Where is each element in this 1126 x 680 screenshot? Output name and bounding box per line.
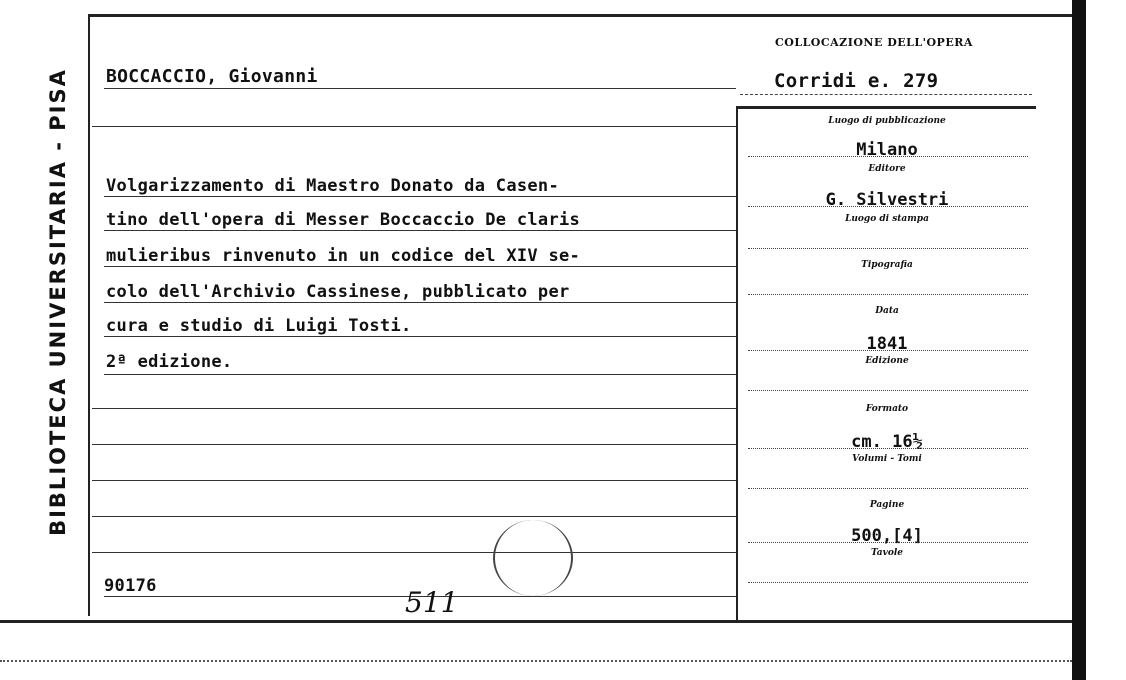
rule bbox=[748, 248, 1028, 249]
rule bbox=[92, 516, 736, 517]
rule bbox=[748, 488, 1028, 489]
label-volumi: Volumi - Tomi bbox=[852, 454, 922, 464]
rule bbox=[748, 294, 1028, 295]
author: BOCCACCIO, Giovanni bbox=[106, 66, 318, 87]
card-bottom-edge bbox=[0, 620, 1072, 623]
label-tavole: Tavole bbox=[870, 548, 904, 558]
rule bbox=[104, 230, 736, 231]
rule bbox=[748, 156, 1028, 157]
rule bbox=[748, 206, 1028, 207]
formato: cm. 16½ bbox=[851, 432, 923, 452]
label-tipografia: Tipografia bbox=[861, 260, 913, 270]
scan-margin bbox=[1086, 0, 1126, 680]
rule bbox=[748, 448, 1028, 449]
bibliographic-panel bbox=[736, 106, 1036, 622]
card-top-edge bbox=[88, 14, 1078, 17]
label-luogo-pubblicazione: Luogo di pubblicazione bbox=[828, 116, 946, 126]
rule bbox=[104, 374, 736, 375]
editore: G. Silvestri bbox=[825, 190, 949, 210]
shelf-mark: Corridi e. 279 bbox=[774, 70, 939, 92]
rule bbox=[104, 196, 736, 197]
rule bbox=[740, 94, 1032, 96]
rule bbox=[92, 480, 736, 481]
handwritten-mark: 511 bbox=[405, 586, 459, 619]
rule bbox=[92, 444, 736, 445]
label-editore: Editore bbox=[868, 164, 906, 174]
rule bbox=[748, 582, 1028, 583]
title-line: colo dell'Archivio Cassinese, pubblicato per bbox=[106, 282, 570, 302]
pagine: 500,[4] bbox=[851, 526, 923, 546]
luogo-pubblicazione: Milano bbox=[856, 140, 918, 160]
card-left-rule bbox=[88, 16, 90, 616]
rule bbox=[104, 302, 736, 303]
title-line: mulieribus rinvenuto in un codice del XIV se- bbox=[106, 246, 581, 266]
rule bbox=[748, 350, 1028, 351]
label-formato: Formato bbox=[865, 404, 909, 414]
library-name: BIBLIOTECA UNIVERSITARIA - PISA bbox=[46, 68, 70, 536]
panel-top-rule bbox=[738, 106, 1036, 109]
data: 1841 bbox=[866, 334, 908, 354]
label-pagine: Pagine bbox=[869, 500, 905, 510]
rule bbox=[748, 542, 1028, 543]
inventory-number: 90176 bbox=[104, 576, 157, 596]
punch-hole bbox=[493, 520, 573, 596]
collocazione-heading: COLLOCAZIONE DELL'OPERA bbox=[775, 36, 973, 49]
rule bbox=[92, 552, 736, 553]
label-luogo-stampa: Luogo di stampa bbox=[845, 214, 929, 224]
title-line: tino dell'opera di Messer Boccaccio De claris bbox=[106, 210, 581, 230]
rule bbox=[92, 126, 736, 127]
edition-note: 2ª edizione. bbox=[106, 352, 233, 372]
rule bbox=[748, 390, 1028, 391]
title-line: cura e studio di Luigi Tosti. bbox=[106, 316, 412, 336]
library-stamp bbox=[38, 60, 78, 560]
label-data: Data bbox=[875, 306, 899, 316]
rule bbox=[104, 266, 736, 267]
card-right-edge bbox=[1072, 0, 1086, 680]
scan-noise bbox=[0, 660, 1072, 662]
rule bbox=[104, 88, 736, 89]
title-line: Volgarizzamento di Maestro Donato da Casen- bbox=[106, 176, 559, 196]
label-edizione: Edizione bbox=[865, 356, 909, 366]
rule bbox=[92, 408, 736, 409]
rule bbox=[104, 336, 736, 337]
